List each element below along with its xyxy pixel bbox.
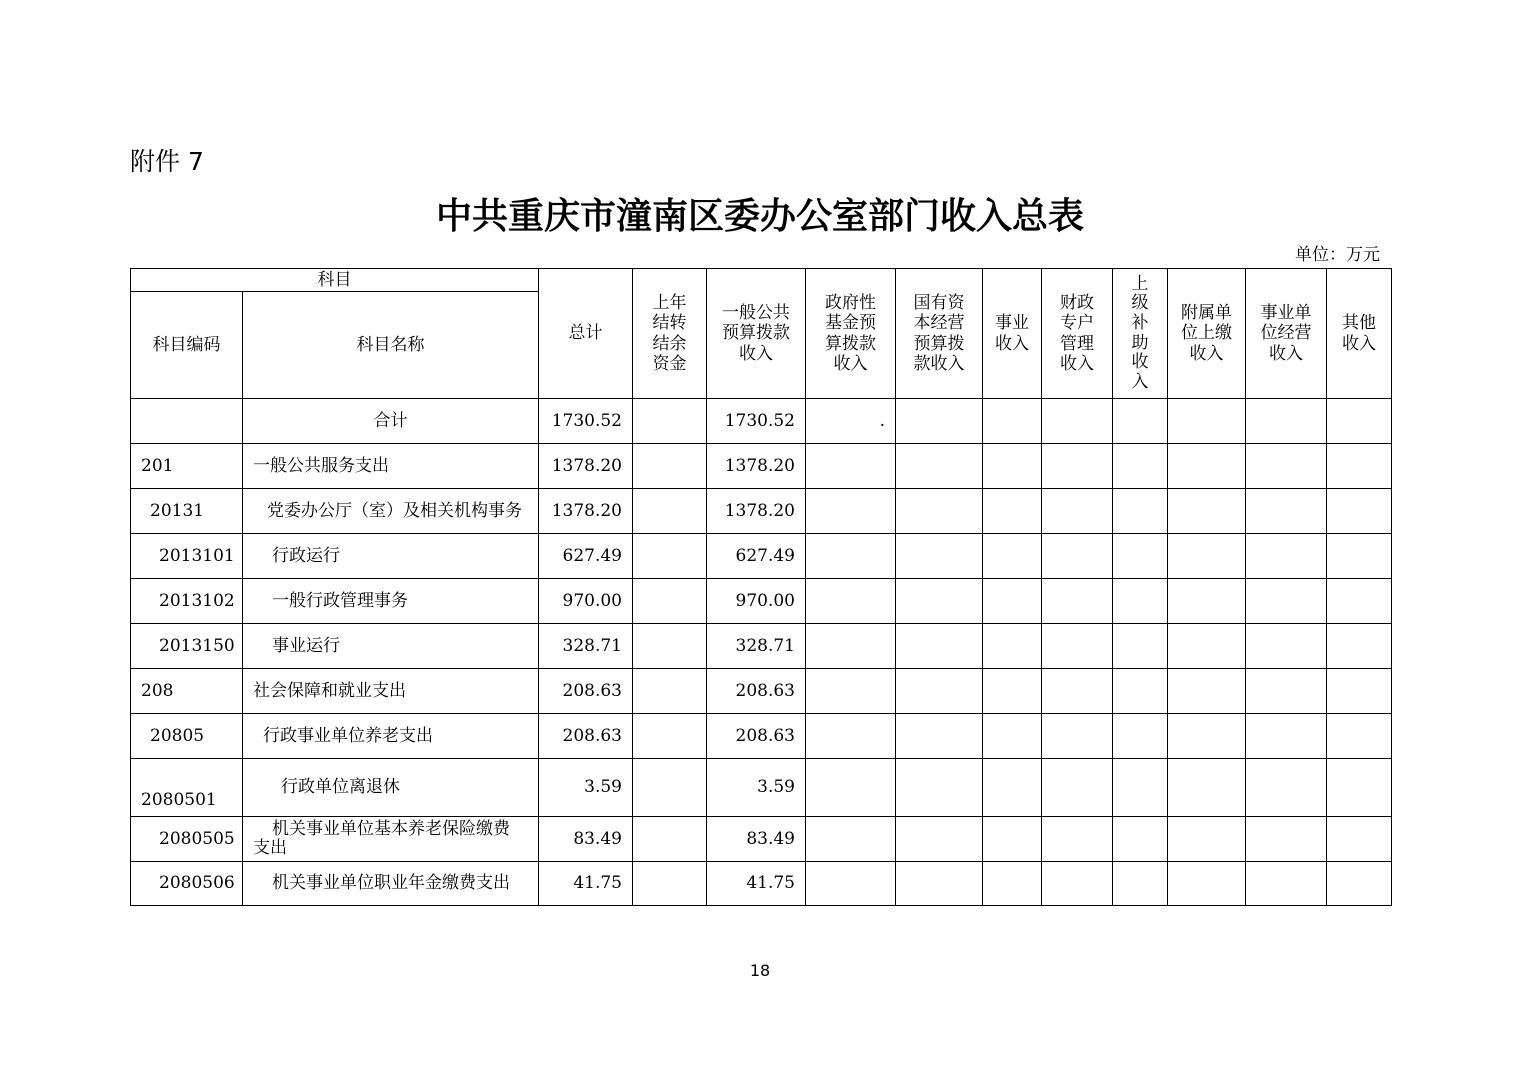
table-row — [131, 714, 1392, 759]
unit-label: 单位：万元 — [1295, 245, 1380, 265]
table-row — [131, 534, 1392, 579]
row-total: 208.63 — [539, 714, 633, 759]
table-row — [131, 624, 1392, 669]
table-row — [131, 759, 1392, 817]
row-name: 机关事业单位基本养老保险缴费支出 — [243, 817, 539, 862]
row-total: 3.59 — [539, 759, 633, 817]
table-row — [131, 579, 1392, 624]
row-name: 党委办公厅（室）及相关机构事务 — [243, 489, 539, 534]
header-subject-group: 科目 — [131, 269, 539, 292]
row-total: 1730.52 — [539, 399, 633, 444]
header-superior-subsidy: 上 级 补 助 收 入 — [1113, 269, 1168, 399]
table-row — [131, 399, 1392, 444]
row-code: 2080505 — [131, 817, 243, 862]
row-general: 3.59 — [707, 759, 806, 817]
row-general: 1730.52 — [707, 399, 806, 444]
row-code: 2080506 — [131, 862, 243, 906]
table-row — [131, 669, 1392, 714]
header-other-income: 其他 收入 — [1327, 269, 1392, 399]
table-row — [131, 817, 1392, 862]
header-affiliated-units-income: 附属单 位上缴 收入 — [1168, 269, 1246, 399]
row-total: 41.75 — [539, 862, 633, 906]
row-code: 20805 — [131, 714, 243, 759]
row-total: 208.63 — [539, 669, 633, 714]
row-general: 328.71 — [707, 624, 806, 669]
row-total: 1378.20 — [539, 444, 633, 489]
table-row — [131, 862, 1392, 906]
table-row — [131, 489, 1392, 534]
row-code: 2013150 — [131, 624, 243, 669]
row-general: 208.63 — [707, 669, 806, 714]
header-subject-name: 科目名称 — [243, 292, 539, 399]
row-total: 970.00 — [539, 579, 633, 624]
header-fiscal-special-account: 财政 专户 管理 收入 — [1042, 269, 1113, 399]
row-name: 一般公共服务支出 — [243, 444, 539, 489]
header-subject-code: 科目编码 — [131, 292, 243, 399]
row-name: 行政单位离退休 — [243, 759, 539, 817]
page-number: 18 — [749, 961, 771, 980]
row-general: 1378.20 — [707, 489, 806, 534]
row-general: 41.75 — [707, 862, 806, 906]
row-total: 83.49 — [539, 817, 633, 862]
header-gov-fund-budget: 政府性 基金预 算拨款 收入 — [806, 269, 896, 399]
row-code — [131, 399, 243, 444]
row-name: 社会保障和就业支出 — [243, 669, 539, 714]
header-total: 总计 — [539, 269, 633, 399]
attachment-label: 附件 7 — [130, 147, 204, 176]
row-code: 2013102 — [131, 579, 243, 624]
row-total: 1378.20 — [539, 489, 633, 534]
header-general-public-budget: 一般公共 预算拨款 收入 — [707, 269, 806, 399]
row-name: 行政运行 — [243, 534, 539, 579]
row-name: 合计 — [243, 399, 539, 444]
row-general: 208.63 — [707, 714, 806, 759]
row-code: 208 — [131, 669, 243, 714]
row-code: 2013101 — [131, 534, 243, 579]
row-code: 201 — [131, 444, 243, 489]
row-name: 行政事业单位养老支出 — [243, 714, 539, 759]
row-name: 一般行政管理事务 — [243, 579, 539, 624]
row-general: 83.49 — [707, 817, 806, 862]
row-general: 1378.20 — [707, 444, 806, 489]
income-summary-table — [130, 268, 1392, 906]
header-prev-year-balance: 上年 结转 结余 资金 — [633, 269, 707, 399]
row-code: 2080501 — [131, 759, 243, 817]
row-total: 627.49 — [539, 534, 633, 579]
row-name: 事业运行 — [243, 624, 539, 669]
row-code: 20131 — [131, 489, 243, 534]
page-title: 中共重庆市潼南区委办公室部门收入总表 — [435, 195, 1084, 237]
header-business-operation-income: 事业单 位经营 收入 — [1246, 269, 1327, 399]
row-general: 970.00 — [707, 579, 806, 624]
row-name: 机关事业单位职业年金缴费支出 — [243, 862, 539, 906]
row-total: 328.71 — [539, 624, 633, 669]
header-business-income: 事业 收入 — [983, 269, 1042, 399]
table-row — [131, 444, 1392, 489]
row-gov-fund: . — [806, 399, 896, 444]
row-general: 627.49 — [707, 534, 806, 579]
header-state-capital-budget: 国有资 本经营 预算拨 款收入 — [896, 269, 983, 399]
